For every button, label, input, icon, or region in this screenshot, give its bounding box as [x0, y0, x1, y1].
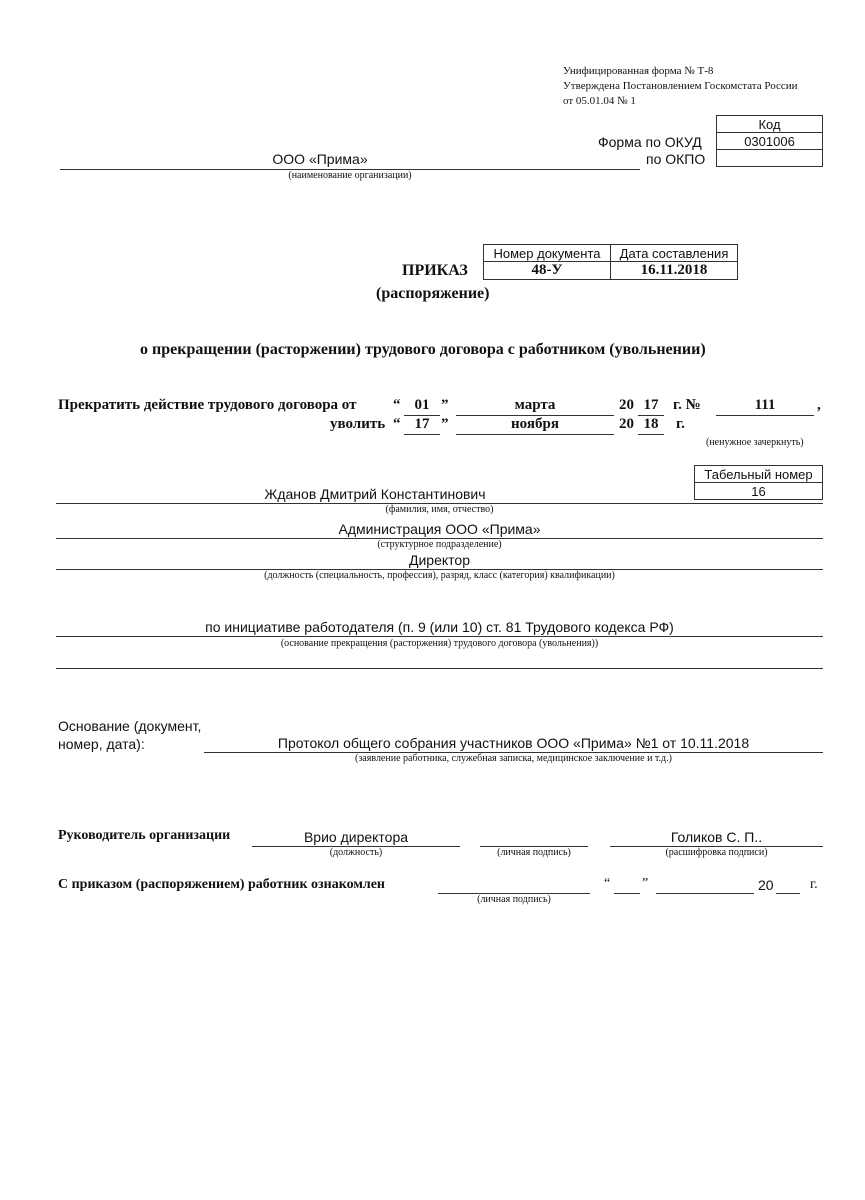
code-header: Код: [717, 116, 823, 133]
order-subtitle: (распоряжение): [376, 285, 490, 302]
employee-name: Жданов Дмитрий Константинович: [264, 486, 486, 502]
ack-day-line: [614, 893, 640, 894]
dismiss-year-underline: [638, 434, 664, 435]
okud-label: Форма по ОКУД: [598, 134, 702, 150]
ack-signature-caption: (личная подпись): [477, 894, 551, 905]
dismiss-label: уволить: [330, 416, 386, 432]
organization-name: ООО «Прима»: [272, 151, 368, 167]
dismiss-day: 17: [414, 416, 430, 432]
contract-number-underline: [716, 415, 814, 416]
tab-number-header: Табельный номер: [695, 466, 823, 483]
codes-table: [716, 115, 823, 167]
head-label: Руководитель организации: [58, 828, 231, 843]
tab-number-value: 16: [695, 483, 823, 500]
contract-day: 01: [414, 397, 430, 413]
dismiss-day-open-quote: “: [393, 416, 401, 432]
strike-note: (ненужное зачеркнуть): [706, 437, 804, 448]
basis-label-line-2: номер, дата):: [58, 736, 145, 752]
okpo-label: по ОКПО: [646, 151, 706, 167]
basis-caption: (заявление работника, служебная записка, медицинское заключение и т.д.): [355, 753, 672, 764]
head-signature-caption: (личная подпись): [497, 847, 571, 858]
ack-g-label: г.: [810, 877, 818, 892]
okpo-value: [717, 150, 823, 167]
contract-year: 17: [643, 397, 659, 413]
basis-value: Протокол общего собрания участников ООО «Прима» №1 от 10.11.2018: [277, 735, 750, 751]
form-header: [563, 64, 798, 109]
reason-extra-line: [56, 668, 823, 669]
position-caption: (должность (специальность, профессия), разряд, класс (категория) квалификации): [264, 570, 615, 581]
ack-label: С приказом (распоряжением) работник ознакомлен: [58, 877, 385, 892]
ack-year-line: [776, 893, 800, 894]
form-header-line-2: Утверждена Постановлением Госкомстата России: [563, 80, 798, 92]
tab-number-table: [694, 465, 823, 500]
dismiss-day-close-quote: ”: [441, 416, 449, 432]
basis-label-line-1: Основание (документ,: [58, 718, 202, 734]
ack-month-line: [656, 893, 754, 894]
termination-reason-caption: (основание прекращения (расторжения) трудового договора (увольнения)): [280, 638, 599, 649]
doc-date-header: Дата составления: [611, 245, 738, 262]
contract-month: марта: [514, 397, 556, 413]
head-position: Врио директора: [303, 829, 409, 845]
termination-reason-underline: [56, 636, 823, 637]
position: Директор: [409, 552, 470, 568]
dismiss-year-prefix: 20: [619, 416, 634, 432]
okud-value: 0301006: [717, 133, 823, 150]
dismiss-day-underline: [404, 434, 440, 435]
employee-name-caption: (фамилия, имя, отчество): [385, 504, 494, 515]
contract-year-prefix: 20: [619, 397, 634, 413]
head-position-caption: (должность): [329, 847, 383, 858]
order-subject: о прекращении (расторжении) трудового договора с работником (увольнении): [140, 341, 706, 358]
order-title: ПРИКАЗ: [402, 262, 468, 279]
doc-number-table: [483, 244, 738, 280]
doc-number-value: 48-У: [484, 262, 611, 280]
ack-year-prefix: 20: [758, 877, 774, 893]
contract-number: 111: [754, 397, 776, 413]
department: Администрация ООО «Прима»: [338, 521, 541, 537]
organization-caption: (наименование организации): [288, 170, 412, 181]
ack-close-quote: ”: [642, 876, 649, 891]
form-header-line-3: от 05.01.04 № 1: [563, 95, 636, 107]
dismiss-g-label: г.: [676, 416, 685, 432]
contract-day-open-quote: “: [393, 397, 401, 413]
doc-date-value: 16.11.2018: [611, 262, 738, 280]
form-header-line-1: Унифицированная форма № Т-8: [563, 65, 714, 77]
ack-open-quote: “: [604, 876, 611, 891]
contract-number-label: г. №: [673, 397, 701, 413]
dismiss-month-underline: [456, 434, 614, 435]
department-caption: (структурное подразделение): [377, 539, 502, 550]
dismiss-year: 18: [643, 416, 659, 432]
termination-reason: по инициативе работодателя (п. 9 (или 10) ст. 81 Трудового кодекса РФ): [205, 619, 674, 635]
doc-number-header: Номер документа: [484, 245, 611, 262]
dismiss-month: ноября: [511, 416, 559, 432]
terminate-label: Прекратить действие трудового договора от: [58, 397, 357, 413]
contract-day-close-quote: ”: [441, 397, 449, 413]
head-name-caption: (расшифровка подписи): [665, 847, 768, 858]
head-name: Голиков С. П..: [670, 829, 763, 845]
contract-comma: ,: [817, 397, 821, 413]
